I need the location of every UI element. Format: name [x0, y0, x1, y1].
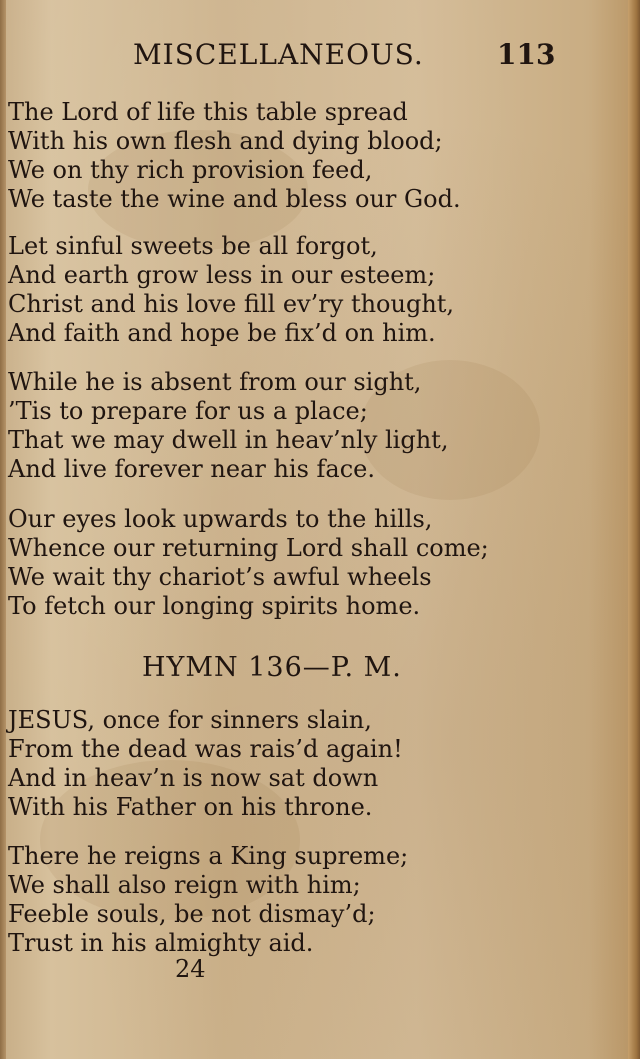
stanza — [8, 368, 568, 484]
verse-line: Trust in his almighty aid. — [8, 929, 314, 957]
verse-line: Our eyes look upwards to the hills, — [8, 505, 433, 533]
verse-line: We shall also reign with him; — [8, 871, 361, 899]
verse-line: With his Father on his throne. — [8, 793, 373, 821]
verse-line: We taste the wine and bless our God. — [8, 185, 461, 213]
verse-line: Let sinful sweets be all forgot, — [8, 232, 378, 260]
verse-line: Christ and his love fill ev’ry thought, — [8, 290, 455, 318]
stanza — [8, 505, 568, 621]
stanza — [8, 232, 568, 348]
verse-line: ’Tis to prepare for us a place; — [8, 397, 368, 425]
verse-line: That we may dwell in heav’nly light, — [8, 426, 449, 454]
page-header — [0, 38, 640, 78]
verse-line: To fetch our longing spirits home. — [8, 592, 421, 620]
verse-line: We wait thy chariot’s awful wheels — [8, 563, 432, 591]
page-title: MISCELLANEOUS. — [133, 38, 424, 71]
page-left-edge — [0, 0, 6, 1059]
verse-line: We on thy rich provision feed, — [8, 156, 373, 184]
stanza — [8, 842, 568, 958]
verse-line: From the dead was rais’d again! — [8, 735, 403, 763]
hymn-title: HYMN 136—P. M. — [142, 652, 402, 683]
stanza — [8, 706, 568, 822]
verse-line: And live forever near his face. — [8, 455, 376, 483]
verse-line: There he reigns a King supreme; — [8, 842, 409, 870]
page-number: 113 — [497, 38, 556, 71]
signature-mark: 24 — [175, 955, 206, 983]
verse-line: JESUS, once for sinners slain, — [8, 706, 372, 734]
stanza — [8, 98, 568, 214]
verse-line: The Lord of life this table spread — [8, 98, 408, 126]
verse-line: With his own flesh and dying blood; — [8, 127, 443, 155]
verse-line: Whence our returning Lord shall come; — [8, 534, 489, 562]
verse-line: And faith and hope be fix’d on him. — [8, 319, 436, 347]
verse-line: And earth grow less in our esteem; — [8, 261, 436, 289]
verse-line: And in heav’n is now sat down — [8, 764, 379, 792]
page-right-edge — [628, 0, 640, 1059]
verse-line: While he is absent from our sight, — [8, 368, 422, 396]
verse-line: Feeble souls, be not dismay’d; — [8, 900, 376, 928]
